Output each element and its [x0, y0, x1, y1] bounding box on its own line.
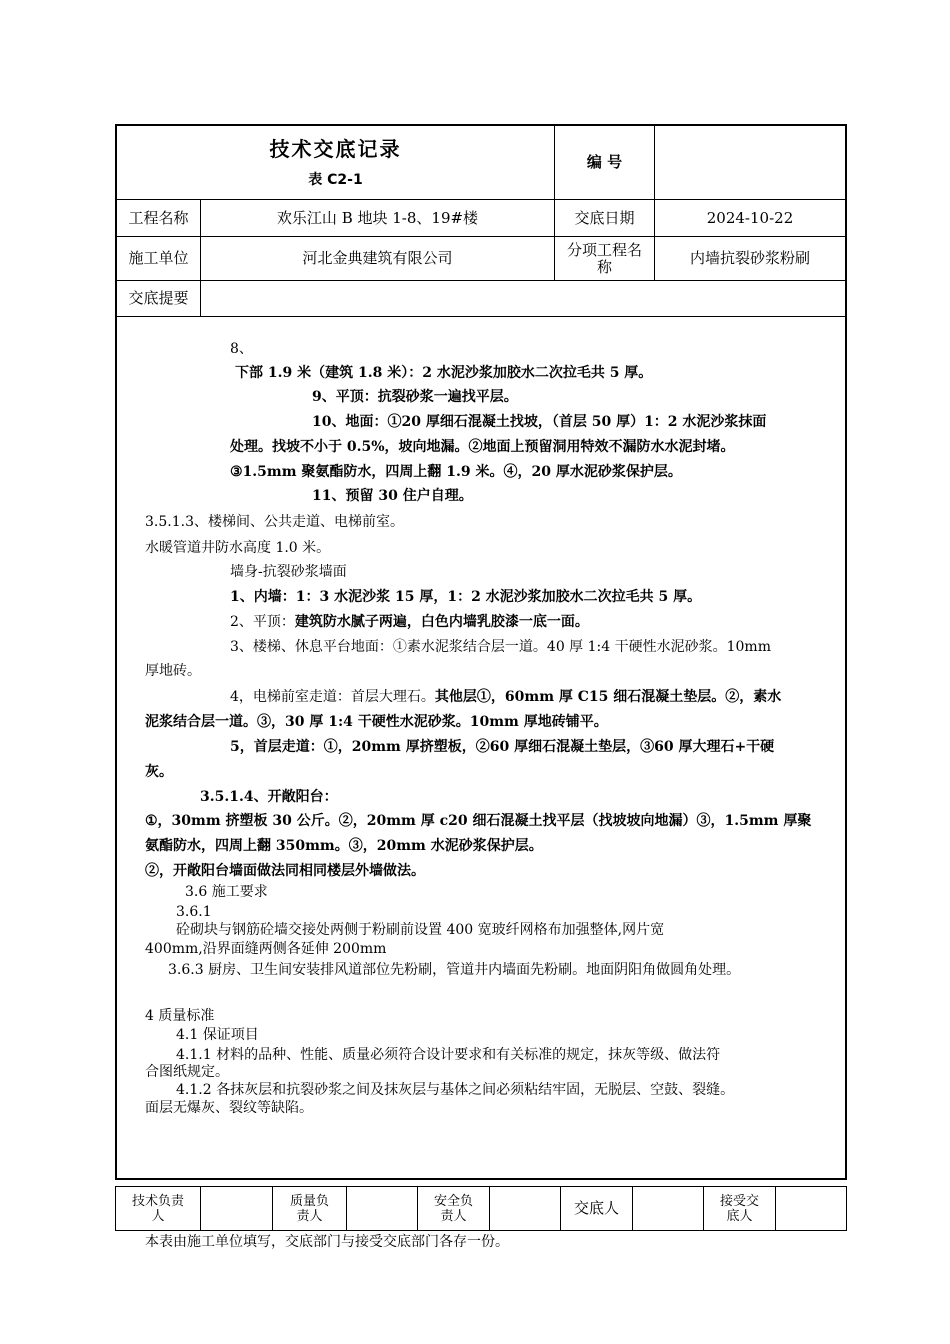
body-line: 3、楼梯、休息平台地面：①素水泥浆结合层一道。40 厚 1:4 干硬性水泥砂浆。10mm — [230, 639, 771, 655]
quality-lead-label — [273, 1187, 346, 1230]
safety-lead-label — [418, 1187, 489, 1230]
body-line: 3.5.1.3、楼梯间、公共走道、电梯前室。 — [145, 514, 404, 530]
unit-label: 施工单位 — [128, 249, 189, 267]
body-line: 4.1 保证项目 — [176, 1027, 259, 1043]
tech-lead-signature[interactable] — [201, 1187, 272, 1230]
summary-label: 交底提要 — [128, 289, 189, 307]
unit-value[interactable]: 河北金典建筑有限公司 — [302, 249, 453, 267]
body-line-part: 其他层①，60mm 厚 C15 细石混凝土垫层。②，素水 — [434, 689, 782, 705]
safety-lead-signature[interactable] — [490, 1187, 560, 1230]
body-line: 10、地面：①20 厚细石混凝土找坡，（首层 50 厚）1：2 水泥沙浆抹面 — [312, 414, 767, 430]
body-line — [230, 612, 589, 632]
body-line: 砼砌块与钢筋砼墙交接处两侧于粉刷前设置 400 宽玻纤网格布加强整体,网片宽 — [176, 922, 665, 938]
label-line: 接受交 — [719, 1193, 759, 1209]
label-line: 责人 — [296, 1208, 323, 1224]
body-line: 处理。找坡不小于 0.5%，坡向地漏。②地面上预留洞用特效不漏防水水泥封堵。 — [230, 439, 735, 455]
label-line: 安全负 — [433, 1193, 473, 1209]
discloser-label: 交底人 — [573, 1199, 619, 1217]
project-name-value[interactable]: 欢乐江山 B 地块 1-8、19#楼 — [276, 208, 479, 227]
date-value[interactable]: 2024-10-22 — [706, 208, 794, 227]
body-line-part: 2、平顶： — [230, 614, 295, 630]
discloser-signature[interactable] — [633, 1187, 703, 1230]
body-line: ②，开敞阳台墙面做法同相同楼层外墙做法。 — [145, 863, 425, 879]
receiver-signature[interactable] — [776, 1187, 846, 1230]
form-code: 表 C2-1 — [308, 171, 363, 188]
footer-note: 本表由施工单位填写，交底部门与接受交底部门各存一份。 — [145, 1234, 509, 1250]
body-line-part: 4，电梯前室走道：首层大理石。 — [230, 689, 435, 705]
receiver-label — [704, 1187, 775, 1230]
quality-lead-signature[interactable] — [347, 1187, 417, 1230]
subitem-label-line2: 称 — [596, 257, 612, 276]
body-line: 3.5.1.4、开敞阳台： — [200, 789, 338, 805]
body-line: 3.6.1 — [176, 904, 212, 920]
summary-value[interactable] — [201, 281, 845, 316]
body-line: 泥浆结合层一道。③，30 厚 1:4 干硬性水泥砂浆。10mm 厚地砖铺平。 — [145, 714, 608, 730]
label-line: 底人 — [726, 1208, 753, 1224]
form-number-cell — [117, 166, 554, 194]
body-line-part: ①，20mm 厚挤塑板，②60 厚细石混凝土垫层，③60 厚大理石+干硬 — [323, 739, 775, 755]
number-label: 编 号 — [586, 153, 623, 171]
number-label-cell — [555, 126, 654, 199]
body-line-part: 5，首层走道： — [230, 739, 324, 755]
body-line: 3.6.3 厨房、卫生间安装排风道部位先粉刷，管道井内墙面先粉刷。地面阴阳角做圆角处理。 — [168, 962, 741, 978]
body-line: ①，30mm 挤塑板 30 公斤。②，20mm 厚 c20 细石混凝土找平层（找坡坡向地漏）③，1.5mm 厚聚 — [145, 813, 812, 829]
body-line: 11、预留 30 住户自理。 — [312, 488, 473, 504]
body-line: 4.1.1 材料的品种、性能、质量必须符合设计要求和有关标准的规定，抹灰等级、做法符 — [176, 1047, 721, 1063]
tech-lead-label — [116, 1187, 200, 1230]
body-line: 水暖管道井防水高度 1.0 米。 — [145, 540, 331, 556]
label-line: 质量负 — [289, 1193, 329, 1209]
label-line: 责人 — [440, 1208, 467, 1224]
body-line: 400mm,沿界面缝两侧各延伸 200mm — [145, 941, 387, 957]
body-line: 下部 1.9 米（建筑 1.8 米）：2 水泥沙浆加胶水二次拉毛共 5 厚。 — [235, 365, 653, 381]
body-line: 4.1.2 各抹灰层和抗裂砂浆之间及抹灰层与基体之间必须粘结牢固，无脱层、空鼓、裂缝。 — [176, 1082, 735, 1098]
project-name-label: 工程名称 — [128, 208, 189, 227]
body-line: 9、平顶：抗裂砂浆一遍找平层。 — [312, 389, 518, 405]
body-line: 墙身-抗裂砂浆墙面 — [230, 564, 347, 580]
body-line: ③1.5mm 聚氨酯防水，四周上翻 1.9 米。④，20 厚水泥砂浆保护层。 — [230, 464, 682, 480]
body-line-part: 建筑防水腻子两遍，白色内墙乳胶漆一底一面。 — [294, 614, 589, 630]
label-line: 技术负责 — [131, 1193, 184, 1209]
subitem-label-line1: 分项工程名 — [566, 240, 642, 259]
body-line: 1、内墙：1：3 水泥沙浆 15 厚，1：2 水泥沙浆加胶水二次拉毛共 5 厚。 — [230, 589, 702, 605]
date-label: 交底日期 — [574, 208, 635, 227]
subitem-label — [555, 237, 654, 280]
label-line: 人 — [151, 1208, 165, 1224]
body-line — [230, 687, 781, 707]
body-line: 氨酯防水，四周上翻 350mm。③，20mm 水泥砂浆保护层。 — [145, 838, 543, 854]
body-line: 4 质量标准 — [145, 1008, 215, 1024]
body-line: 厚地砖。 — [145, 663, 201, 679]
row-divider — [115, 316, 847, 317]
number-value-cell[interactable] — [655, 126, 845, 199]
body-line: 合图纸规定。 — [145, 1064, 229, 1080]
body-line: 灰。 — [145, 764, 173, 780]
form-title: 技术交底记录 — [269, 136, 402, 161]
subitem-value[interactable]: 内墙抗裂砂浆粉刷 — [689, 249, 810, 267]
body-line: 3.6 施工要求 — [185, 884, 268, 900]
body-line — [230, 737, 774, 757]
body-line: 面层无爆灰、裂纹等缺陷。 — [145, 1100, 313, 1116]
body-line-8: 8、 — [230, 341, 253, 357]
